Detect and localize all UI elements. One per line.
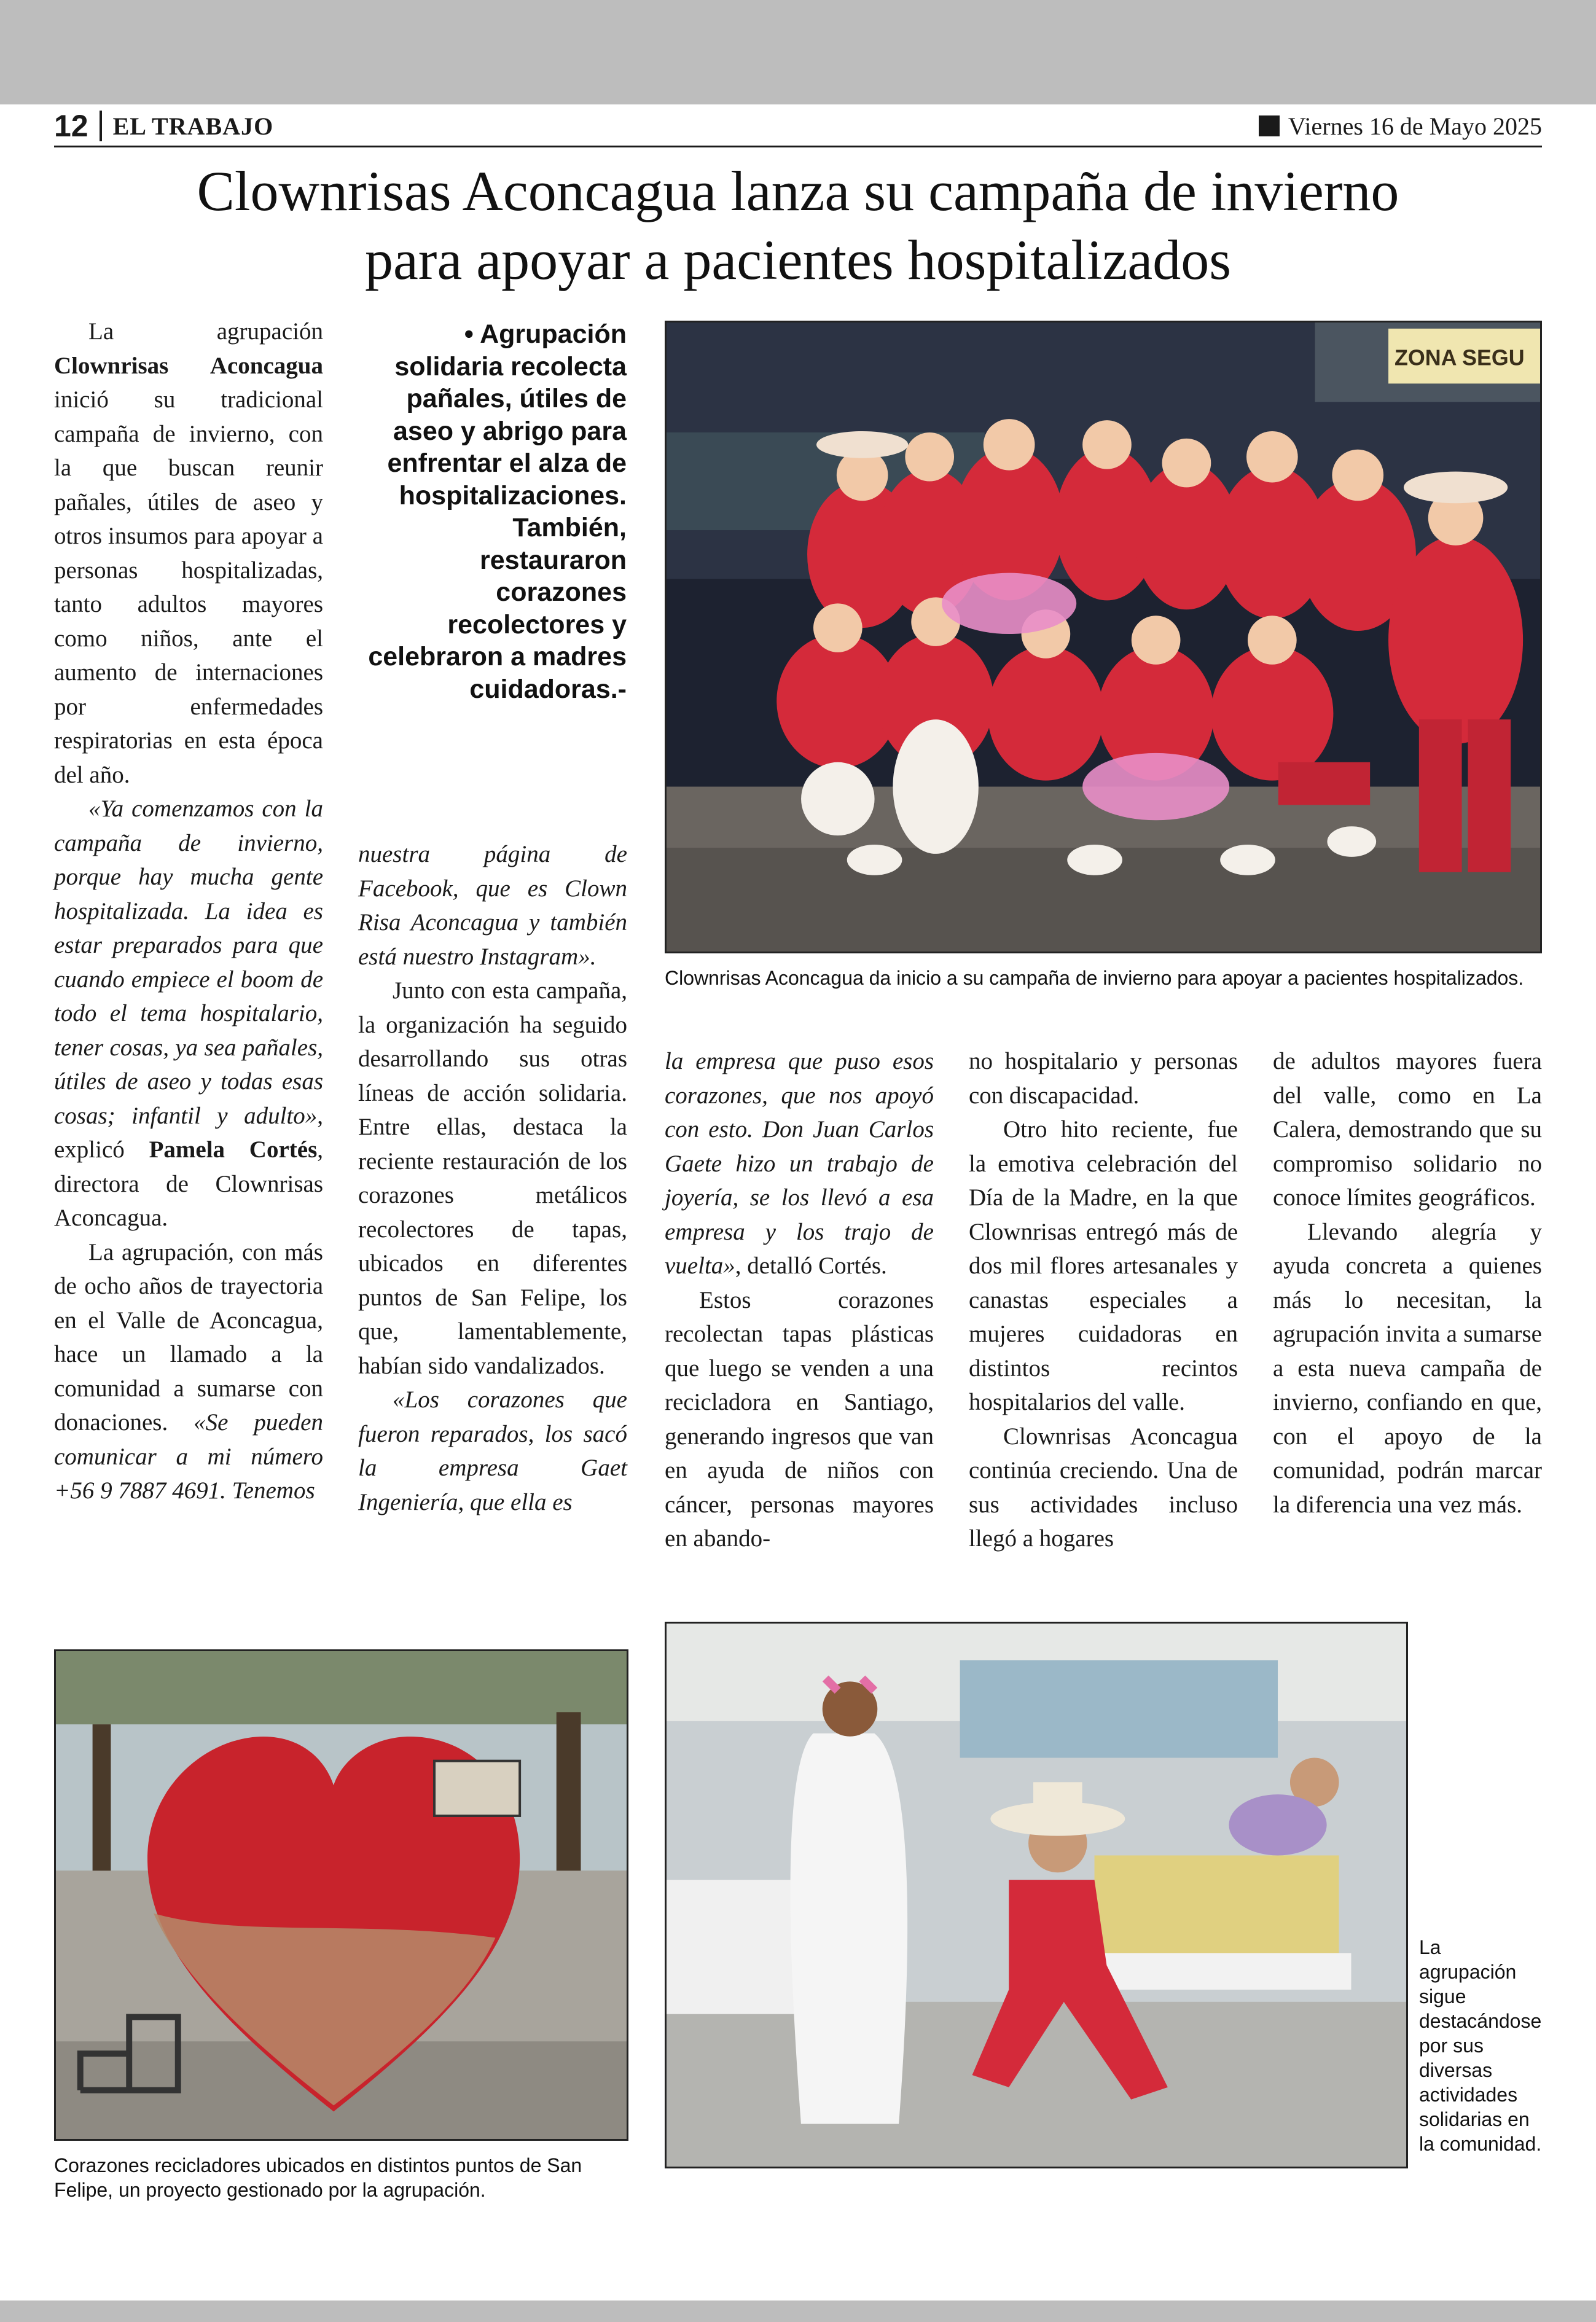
paragraph	[1273, 1215, 1542, 1522]
quote: nuestra página de Facebook, que es Clown Risa Aconcagua y también está nuestro Instagram».	[358, 841, 627, 970]
text-run: Junto con esta campaña, la organización ha seguido desarrollando sus otras líneas de acción solidaria. Entre ellas, destaca la reciente restauración de los corazones metálicos recolectores de tapas, ubicados en diferentes puntos de San Felipe, los que, lamentablemente, habían sido vandalizados.	[358, 977, 627, 1379]
newspaper-name: EL TRABAJO	[112, 112, 274, 140]
text-run: no hospitalario y personas con discapacidad.	[969, 1048, 1238, 1109]
paragraph	[665, 1283, 934, 1556]
page-number: 12	[54, 109, 88, 143]
quote: la empresa que puso esos corazones, que nos apoyó con esto. Don Juan Carlos Gaete hizo un trabajo de joyería, se los llevó a esa empresa y los trajo de vuelta»	[665, 1048, 934, 1279]
paragraph	[969, 1112, 1238, 1420]
paragraph	[969, 1420, 1238, 1556]
folio-separator	[100, 111, 102, 141]
text-run: , directora de Clownrisas Aconcagua.	[54, 1136, 324, 1231]
heart-photo	[54, 1649, 628, 2141]
doctor-coat	[791, 1734, 908, 2124]
quote: «Ya comenzamos con la campaña de invierno, porque hay mucha gente hospitalizada. La idea es estar preparados para que cuando empiece el boom de todo el tema hospitalario, tener cosas, ya sea pañales, útiles de aseo y todas esas cosas; infantil y adulto»	[54, 796, 323, 1129]
top-margin-band	[0, 0, 1596, 104]
text-run: inició su tradicional campaña de invierno, con la que buscan reunir pañales, útiles de aseo y otros insumos para apoyar a personas hospitalizadas, tanto adultos mayores como niños, ante el aumento de internaciones por enfermedades respiratorias en esta época del año.	[54, 386, 323, 788]
text-run: Llevando alegría y ayuda concreta a quienes más lo necesitan, la agrupación invita a sumarse a esta nueva campaña de invierno, confiando en que, con el apoyo de la comunidad, podrán marcar la diferencia una vez más.	[1273, 1218, 1542, 1518]
bottom-margin-band	[0, 2300, 1596, 2322]
paragraph	[969, 1044, 1238, 1112]
text-run: de adultos mayores fuera del valle, como en La Calera, demostrando que su compromiso solidario no conoce límites geográficos.	[1273, 1048, 1542, 1211]
page-folio	[54, 108, 273, 144]
person-name: Pamela Cortés	[149, 1136, 318, 1163]
text-run: , detalló Cortés.	[735, 1253, 887, 1279]
quote: «Los corazones que fueron reparados, los sacó la empresa Gaet Ingeniería, que ella es	[358, 1386, 627, 1515]
paragraph	[358, 1383, 627, 1519]
quote: «Se pueden comunicar a mi número +56 9 7887 4691. Tenemos	[54, 1409, 323, 1504]
article-headline	[54, 157, 1542, 294]
group-photo	[665, 321, 1542, 953]
text-run: Otro hito reciente, fue la emotiva celebración del Día de la Madre, en la que Clownrisas entregó más de dos mil flores artesanales y canastas especiales a mujeres cuidadoras en distintos recintos hospitalarios del valle.	[969, 1116, 1238, 1415]
text-run: Estos corazones recolectan tapas plásticas que luego se venden a una recicladora en Santiago, generando ingresos que van en ayuda de niños con cáncer, personas mayores en abando-	[665, 1286, 934, 1552]
column-4	[969, 1044, 1238, 1556]
header-rule	[54, 146, 1542, 147]
headline-line-1: Clownrisas Aconcagua lanza su campaña de invierno	[197, 160, 1399, 222]
hospital-photo	[665, 1622, 1408, 2168]
column-3	[665, 1044, 934, 1556]
heart-photo-caption: Corazones recicladores ubicados en distintos puntos de San Felipe, un proyecto gestionado por la agrupación.	[54, 2154, 582, 2201]
org-name: Clownrisas Aconcagua	[54, 352, 323, 379]
issue-date: Viernes 16 de Mayo 2025	[1288, 112, 1542, 140]
paragraph	[358, 837, 627, 974]
group-photo-illustration	[667, 322, 1540, 952]
headline-line-2: para apoyar a pacientes hospitalizados	[364, 229, 1232, 291]
hospital-photo-illustration	[667, 1624, 1406, 2167]
dateline-square-icon	[1259, 115, 1280, 136]
paragraph	[54, 1235, 323, 1508]
group-photo-caption: Clownrisas Aconcagua da inicio a su campaña de invierno para apoyar a pacientes hospitalizados.	[665, 967, 1524, 989]
text-run: Clownrisas Aconcagua continúa creciendo. Una de sus actividades incluso llegó a hogares	[969, 1423, 1238, 1552]
heart-plaque	[434, 1761, 520, 1816]
text-run: La agrupación	[88, 318, 323, 345]
heart-photo-illustration	[56, 1651, 627, 2139]
paragraph	[54, 315, 323, 792]
zona-sign-text: ZONA SEGU	[1395, 345, 1525, 370]
paragraph	[54, 792, 323, 1235]
paragraph	[665, 1044, 934, 1283]
article-deck: • Agrupación solidaria recolecta pañales, útiles de aseo y abrigo para enfrentar el alza de hospitalizaciones. También, restauraron corazones recolectores y celebraron a madres cuidadoras.-	[368, 319, 627, 704]
paragraph	[1273, 1044, 1542, 1215]
hospital-photo-caption: La agrupación sigue destacándose por sus diversas actividades solidarias en la comunidad.	[1419, 1936, 1542, 2155]
paragraph	[358, 974, 627, 1383]
column-2	[358, 837, 627, 1519]
column-5	[1273, 1044, 1542, 1522]
column-1	[54, 315, 323, 1508]
text-run: La agrupación, con más de ocho años de trayectoria en el Valle de Aconcagua, hace un llamado a la comunidad a sumarse con donaciones.	[54, 1238, 323, 1436]
dateline	[1259, 108, 1542, 144]
text-run: , explicó	[54, 1102, 323, 1163]
